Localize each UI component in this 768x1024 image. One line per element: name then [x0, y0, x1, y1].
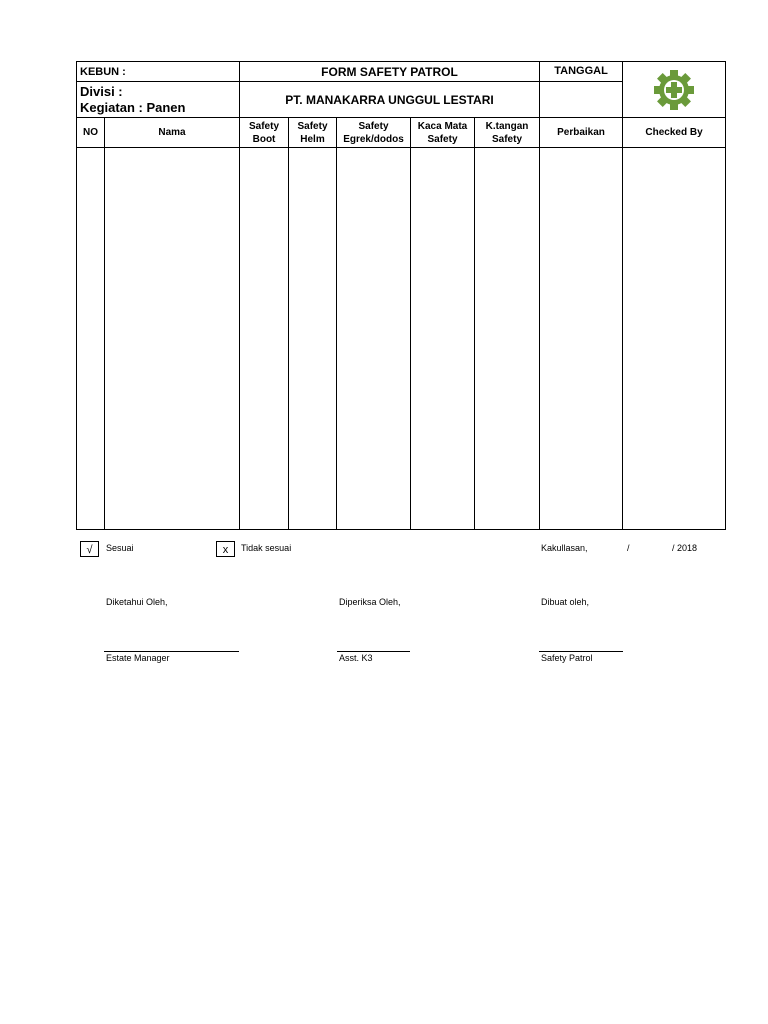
diketahui-label: Diketahui Oleh, [106, 597, 168, 607]
col-safety-egrek-line1: Safety [358, 120, 389, 132]
sesuai-checkbox: √ [80, 541, 99, 557]
col-ktangan [475, 118, 540, 148]
estate-manager-label: Estate Manager [106, 653, 170, 663]
cell-checked-by[interactable] [623, 148, 726, 530]
tanggal-value-cell[interactable] [540, 82, 623, 118]
col-safety-egrek [337, 118, 411, 148]
safety-patrol-form-table [76, 61, 726, 530]
col-safety-boot-line1: Safety [248, 120, 279, 132]
cell-safety-boot[interactable] [240, 148, 289, 530]
date-slash: / [627, 543, 630, 553]
col-safety-boot [240, 118, 289, 148]
tidak-sesuai-checkbox: x [216, 541, 235, 557]
place-label: Kakullasan, [541, 543, 588, 553]
kegiatan-label: Kegiatan : Panen [80, 99, 186, 115]
date-year: / 2018 [672, 543, 698, 553]
form-title: FORM SAFETY PATROL [240, 62, 540, 82]
cell-ktangan[interactable] [475, 148, 540, 530]
asst-k3-label: Asst. K3 [339, 653, 373, 663]
company-name: PT. MANAKARRA UNGGUL LESTARI [240, 82, 540, 118]
sesuai-label: Sesuai [106, 543, 134, 553]
col-kaca-mata-line1: Kaca Mata [417, 120, 468, 132]
tanggal-label: TANGGAL [540, 62, 623, 82]
cell-no[interactable] [77, 148, 105, 530]
divisi-kegiatan-cell [77, 82, 240, 118]
col-kaca-mata-line2: Safety [427, 133, 458, 145]
col-safety-boot-line2: Boot [252, 133, 276, 145]
estate-manager-signature-line [104, 651, 239, 652]
col-safety-helm [289, 118, 337, 148]
divisi-label: Divisi : [80, 83, 123, 99]
col-ktangan-line2: Safety [492, 133, 523, 145]
col-safety-helm-line2: Helm [300, 133, 325, 145]
col-checked-by: Checked By [623, 118, 726, 148]
col-perbaikan: Perbaikan [540, 118, 623, 148]
safety-patrol-signature-line [539, 651, 623, 652]
diperiksa-label: Diperiksa Oleh, [339, 597, 401, 607]
asst-k3-signature-line [337, 651, 410, 652]
green-gear-cross-icon [648, 66, 700, 114]
kebun-label: KEBUN : [77, 62, 240, 82]
cell-perbaikan[interactable] [540, 148, 623, 530]
col-safety-helm-line1: Safety [297, 120, 328, 132]
tidak-sesuai-label: Tidak sesuai [241, 543, 292, 553]
col-nama: Nama [105, 118, 240, 148]
dibuat-label: Dibuat oleh, [541, 597, 590, 607]
cell-safety-helm[interactable] [289, 148, 337, 530]
cell-kaca-mata[interactable] [411, 148, 475, 530]
safety-patrol-label: Safety Patrol [541, 653, 593, 663]
logo-cell [623, 62, 726, 118]
col-safety-egrek-line2: Egrek/dodos [343, 133, 404, 145]
cell-safety-egrek[interactable] [337, 148, 411, 530]
cell-nama[interactable] [105, 148, 240, 530]
col-no: NO [77, 118, 105, 148]
table-row [77, 148, 726, 530]
col-kaca-mata [411, 118, 475, 148]
col-ktangan-line1: K.tangan [485, 120, 529, 132]
